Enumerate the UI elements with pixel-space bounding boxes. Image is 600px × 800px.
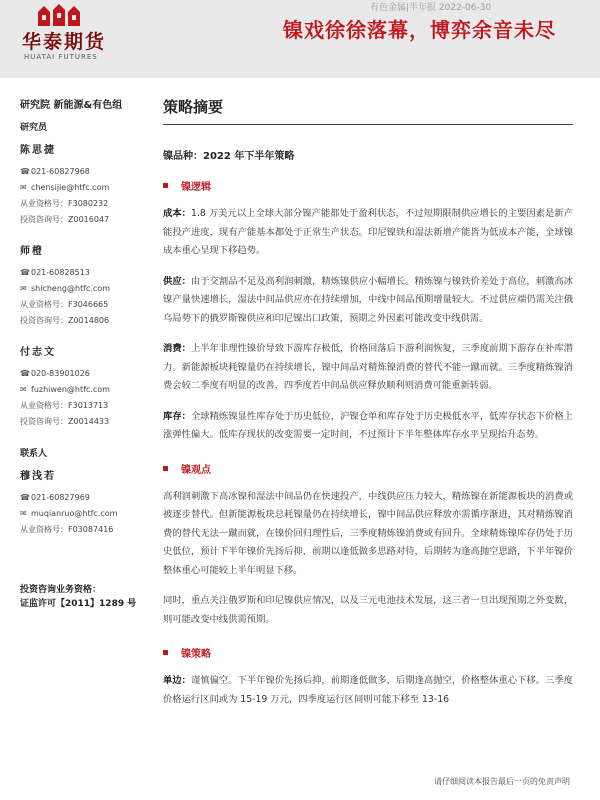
paragraph-strategy: 单边：谨慎偏空。下半年镍价先扬后抑，前期逢低做多，后期逢高抛空，价格整体重心下移。三季度价格运行区间或为 15-19 万元，四季度运行区间则可能下移至 13-16	[163, 675, 573, 705]
paragraph-view-1: 高利润刺激下高冰镍和湿法中间品仍在快速投产，中线供应压力较大，精炼镍在新能源板块的消费或被逐步替代。但新能源板块总耗镍量仍在持续增长，镍中间品供应释放亦需循序渐进，其对精炼镍消费的替代无法一蹴而就，在镍价回归理性后，三季度精炼镍消费或有回升。全球精炼镍库存仍处于历史低位，预计下半年镍价先扬后抑，前期以逢低做多思路对待，后期转为逢高抛空思路，下半年镍价整体重心可能较上半年明显下移。	[163, 490, 573, 576]
analyst-card	[20, 343, 150, 430]
email-icon: ✉	[20, 183, 27, 192]
phone-icon: ☎	[20, 493, 30, 502]
contact-name: 穆浅若	[20, 471, 56, 482]
square-bullet-icon	[163, 650, 168, 655]
email-icon: ✉	[20, 509, 27, 518]
contact-email[interactable]: muqianruo@htfc.com	[31, 509, 118, 518]
square-bullet-icon	[163, 466, 168, 471]
report-title: 镍戏徐徐落幕，博弈余音未尽	[283, 18, 556, 42]
analyst-card	[20, 141, 150, 228]
analyst-qualification: 从业资格号：F3080232	[20, 199, 109, 208]
analyst-email[interactable]: fuzhiwen@htfc.com	[31, 385, 110, 394]
contact-label: 联系人	[20, 449, 48, 459]
logo-chinese-name: 华泰期货	[22, 31, 107, 53]
license-block	[20, 583, 160, 611]
researchers-label: 研究员	[20, 123, 48, 133]
paragraph-demand: 消费：上半年非理性镍价导致下游库存极低，价格回落后下游利润恢复，三季度前期下游存在补库潜力。新能源板块耗镍量仍在持续增长，镍中间品对精炼镍消费的替代不能一蹴而就。三季度精炼镍消费会较二季度有明显的改善，四季度若中间品供应释放顺利则消费可能重新转弱。	[163, 343, 573, 391]
summary-title: 策略摘要	[163, 96, 573, 125]
huatai-logo-icon	[36, 2, 82, 26]
contact-qualification: 从业资格号：F03087416	[20, 525, 114, 534]
logo-english-name: HUATAI FUTURES	[24, 53, 98, 61]
analyst-email[interactable]: chensijie@htfc.com	[31, 183, 110, 192]
page-header	[0, 0, 600, 78]
analyst-invest-number: 投资咨询号：Z0014806	[20, 316, 110, 325]
paragraph-cost: 成本：1.8 万美元以上全球大部分镍产能都处于盈利状态，不过短期限制供应增长的主要因素是新产能投产进度，现有产能基本都处于正常生产状态。印尼镍铁和湿法新增产能皆为低成本产能，全球镍成本重心呈现下移趋势。	[163, 208, 573, 256]
analyst-email[interactable]: shicheng@htfc.com	[31, 284, 111, 293]
phone-icon: ☎	[20, 369, 30, 378]
license-number: 证监许可【2011】1289 号	[20, 599, 137, 609]
paragraph-supply: 供应：由于交割品不足及高利润刺激，精炼镍供应小幅增长。精炼镍与镍铁价差处于高位，刺激高冰镍产量快速增长，湿法中间品供应亦在持续增加，中线中间品预期增量较大。不过供应端仍需关注俄乌局势下的俄罗斯镍供应和印尼镍出口政策，预期之外因素可能改变中线供需。	[163, 275, 573, 324]
analyst-card	[20, 242, 150, 329]
department-label: 研究院 新能源&有色组	[20, 100, 123, 111]
analyst-name: 付志文	[20, 347, 56, 358]
disclaimer-note: 请仔细阅读本报告最后一页的免责声明	[434, 777, 570, 786]
sidebar	[20, 96, 150, 538]
analyst-invest-number: 投资咨询号：Z0014433	[20, 417, 110, 426]
main-content	[163, 96, 573, 709]
contact-phone: 021-60827969	[31, 493, 90, 502]
phone-icon: ☎	[20, 268, 30, 277]
contact-card	[20, 467, 150, 538]
email-icon: ✉	[20, 284, 27, 293]
analyst-name: 师橙	[20, 246, 44, 257]
email-icon: ✉	[20, 385, 27, 394]
analyst-phone: 020-83901026	[31, 369, 90, 378]
report-category-line: 有色金属|半年报 2022-06-30	[370, 3, 492, 13]
analyst-qualification: 从业资格号：F3013713	[20, 401, 109, 410]
analyst-name: 陈思捷	[20, 145, 56, 156]
analyst-phone: 021-60827968	[31, 167, 90, 176]
section-heading-logic: 镍逻辑	[163, 178, 573, 193]
section-heading-strategy: 镍策略	[163, 645, 573, 660]
section-heading-view: 镍观点	[163, 461, 573, 476]
phone-icon: ☎	[20, 167, 30, 176]
paragraph-view-2: 同时，重点关注俄罗斯和印尼镍供应情况，以及三元电池技术发展，这三者一旦出现预期之外变数，则可能改变中线供需预期。	[163, 595, 573, 625]
analyst-invest-number: 投资咨询号：Z0016047	[20, 215, 110, 224]
analyst-phone: 021-60828513	[31, 268, 90, 277]
license-label: 投资咨询业务资格：	[20, 585, 102, 595]
analyst-qualification: 从业资格号：F3046665	[20, 300, 109, 309]
variety-heading: 镍品种：2022 年下半年策略	[163, 151, 295, 162]
paragraph-stock: 库存：全球精炼镍显性库存处于历史低位，沪镍仓单和库存处于历史极低水平，低库存状态下价格上涨弹性偏大。低库存现状的改变需要一定时间，不过预计下半年整体库存水平呈现抬升态势。	[163, 410, 573, 440]
square-bullet-icon	[163, 183, 168, 188]
